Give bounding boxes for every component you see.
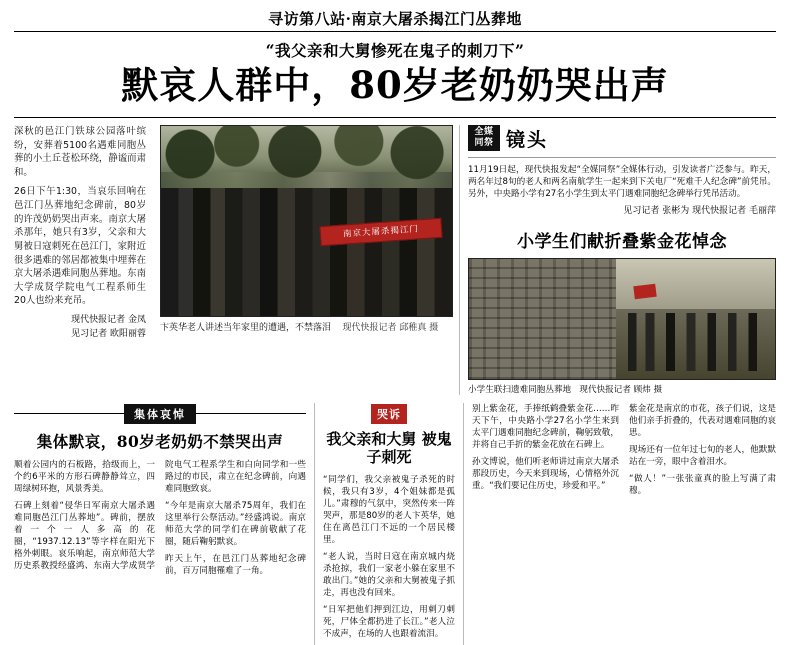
main-photo bbox=[160, 125, 453, 317]
kicker-row bbox=[468, 125, 776, 152]
byline-line: 现代快报记者 金凤 bbox=[71, 315, 146, 326]
photo-wall bbox=[469, 259, 616, 379]
left-body bbox=[14, 125, 146, 308]
left-byline bbox=[14, 314, 146, 341]
right-photo-caption bbox=[468, 383, 776, 395]
caption-text: 卞英华老人讲述当年家里的遭遇，不禁落泪 bbox=[160, 322, 332, 333]
photo-figures bbox=[622, 313, 769, 371]
body-paragraph: “日军把他们押到江边，用刺刀刺死，尸体全都扔进了长江。”老人泣不成声，在场的人也跟着流泪。 bbox=[323, 605, 455, 640]
right-paragraph: 11月19日起，现代快报发起“全媒同祭”全媒体行动，引发读者广泛参与。昨天，两名年过8旬的老人和两名南航学生一起来到下关电厂“死难千人纪念碑”前凭吊。另外，中央路小学有27名小学生到太平门遇难同胞纪念碑举行凭吊活动。 bbox=[468, 164, 776, 200]
body-paragraph: 紫金花是南京的市花，孩子们说，这是他们亲手折叠的，代表对遇难同胞的哀思。 bbox=[629, 403, 776, 438]
body-paragraph: 别上紫金花，手捧纸鹤叠紫金花……昨天下午，中央路小学27名小学生来到太平门遇难同胞纪念碑前，鞠躬致敬，并将自己手折的紫金花放在石碑上。 bbox=[472, 403, 619, 450]
body-paragraph: 石碑上刻着“侵华日军南京大屠杀遇难同胞邑江门丛葬地”。碑前，摆放着一个一人多高的花圈，“1937.12.13”等字样在阳光下格外刺眼。哀乐响起，南京师范大学历史系教授经盛鸿、东南大学成贤学院电气工程系学生和白向同学和一些路过的市民，肃立在纪念碑前，向遇难同胞致哀。 bbox=[14, 459, 306, 571]
masthead-rule bbox=[14, 31, 776, 32]
bottom-band bbox=[0, 403, 790, 645]
bottom-mid-column bbox=[314, 403, 464, 645]
bottom-right-body bbox=[472, 403, 776, 500]
left-paragraph: 26日下午1:30，当哀乐回响在邑江门丛葬地纪念碑前，80岁的许茂奶奶哭出声来。南京大屠杀那年，她只有3岁，父亲和大舅被日寇刺死在邑江门，家附近很多遇难的邻居都被集中埋葬在京大屠杀遇难同胞丛葬地。东南大学成贤学院电气工程系师生20人也纷来充吊。 bbox=[14, 186, 146, 307]
kicker-rule bbox=[468, 157, 776, 158]
body-paragraph: 顺着公园内的石板路，拾级而上，一个约6平米的方形石碑静静耸立，四周绿树环抱，风景秀美。 bbox=[14, 459, 155, 494]
masthead-title: 寻访第八站·南京大屠杀揭江门丛葬地 bbox=[254, 8, 536, 29]
caption-credit: 现代快报记者 顾炜 摄 bbox=[579, 384, 663, 395]
right-body bbox=[468, 164, 776, 200]
bottom-mid-body bbox=[323, 474, 455, 640]
headline-rule bbox=[14, 117, 776, 118]
section-tag-red: 哭诉 bbox=[371, 404, 407, 424]
right-column bbox=[459, 125, 776, 395]
bottom-right-column bbox=[464, 403, 776, 645]
left-column bbox=[14, 125, 154, 395]
page-title: 默哀人群中，80岁老奶奶哭出声 bbox=[121, 63, 669, 107]
photo-crowd bbox=[161, 188, 452, 316]
left-paragraph: 深秋的邑江门铁球公园落叶缤纷，安葬着5100名遇难同胞丛葬的小土丘苍松环绕，静谧而肃和。 bbox=[14, 125, 146, 178]
right-photo bbox=[468, 258, 776, 380]
main-band bbox=[0, 125, 790, 395]
bottom-left-tag-wrap bbox=[14, 403, 306, 424]
body-paragraph: “同学们，我父亲被鬼子杀死的时候，我只有3岁，4个姐妹都是孤儿。”肃穆的气氛中，突然传来一阵哭声，那是80岁的老人卞英华，她住在离邑江门不远的一个居民楼里。 bbox=[323, 475, 455, 546]
kicker-badge: 全媒同祭 bbox=[468, 125, 500, 151]
bottom-mid-tag-wrap bbox=[323, 403, 455, 424]
body-paragraph: 孙文博说，他们听老师讲过南京大屠杀那段历史，今天来到现场，心情格外沉重。“我们要记住历史，珍爱和平。” bbox=[472, 456, 619, 491]
caption-text: 小学生联扫遗难同胞丛葬地 bbox=[468, 384, 572, 395]
byline-line: 见习记者 欧阳丽蓉 bbox=[71, 328, 146, 339]
headline-quote: “我父亲和大舅惨死在鬼子的刺刀下” bbox=[265, 41, 525, 60]
body-paragraph: “老人说，当时日寇在南京城内烧杀抢掠，我们一家老小躲在家里不敢出门。”她的父亲和大舅被鬼子抓走，再也没有回来。 bbox=[323, 552, 455, 599]
masthead bbox=[0, 0, 790, 29]
bottom-left-body bbox=[14, 459, 306, 577]
body-paragraph: “做人！”一张张童真的脸上写满了肃穆。 bbox=[629, 473, 776, 496]
bottom-mid-headline: 我父亲和大舅 被鬼子刺死 bbox=[326, 429, 452, 467]
photo-banner-text: 南京大屠杀揭江门 bbox=[319, 218, 442, 246]
right-byline: 见习记者 张彬为 现代快报记者 毛丽萍 bbox=[623, 206, 776, 217]
bottom-left-headline: 集体默哀，80岁老奶奶不禁哭出声 bbox=[36, 431, 284, 451]
caption-credit: 现代快报记者 邱稚真 摄 bbox=[342, 322, 439, 333]
center-column bbox=[154, 125, 459, 395]
bottom-left-column bbox=[14, 403, 314, 645]
body-paragraph: “今年是南京大屠杀75周年，我们在这里举行公祭活动。”经盛鸿说。南京师范大学的同学们在碑前敬献了花圈，随后鞠躬默哀。 bbox=[165, 500, 306, 547]
body-paragraph: 昨天上午，在邑江门丛葬地纪念碑前，百万同胞罹难了一角。 bbox=[165, 553, 306, 576]
main-photo-caption bbox=[160, 320, 453, 333]
photo-flag bbox=[634, 283, 657, 299]
body-paragraph: 现场还有一位年过七旬的老人，他默默站在一旁，眼中含着泪水。 bbox=[629, 444, 776, 467]
section-tag: 集体哀悼 bbox=[124, 404, 196, 424]
photo-trees bbox=[161, 126, 452, 196]
kicker-word: 镜头 bbox=[506, 128, 549, 151]
right-subhead: 小学生们献折叠紫金花悼念 bbox=[517, 231, 727, 252]
